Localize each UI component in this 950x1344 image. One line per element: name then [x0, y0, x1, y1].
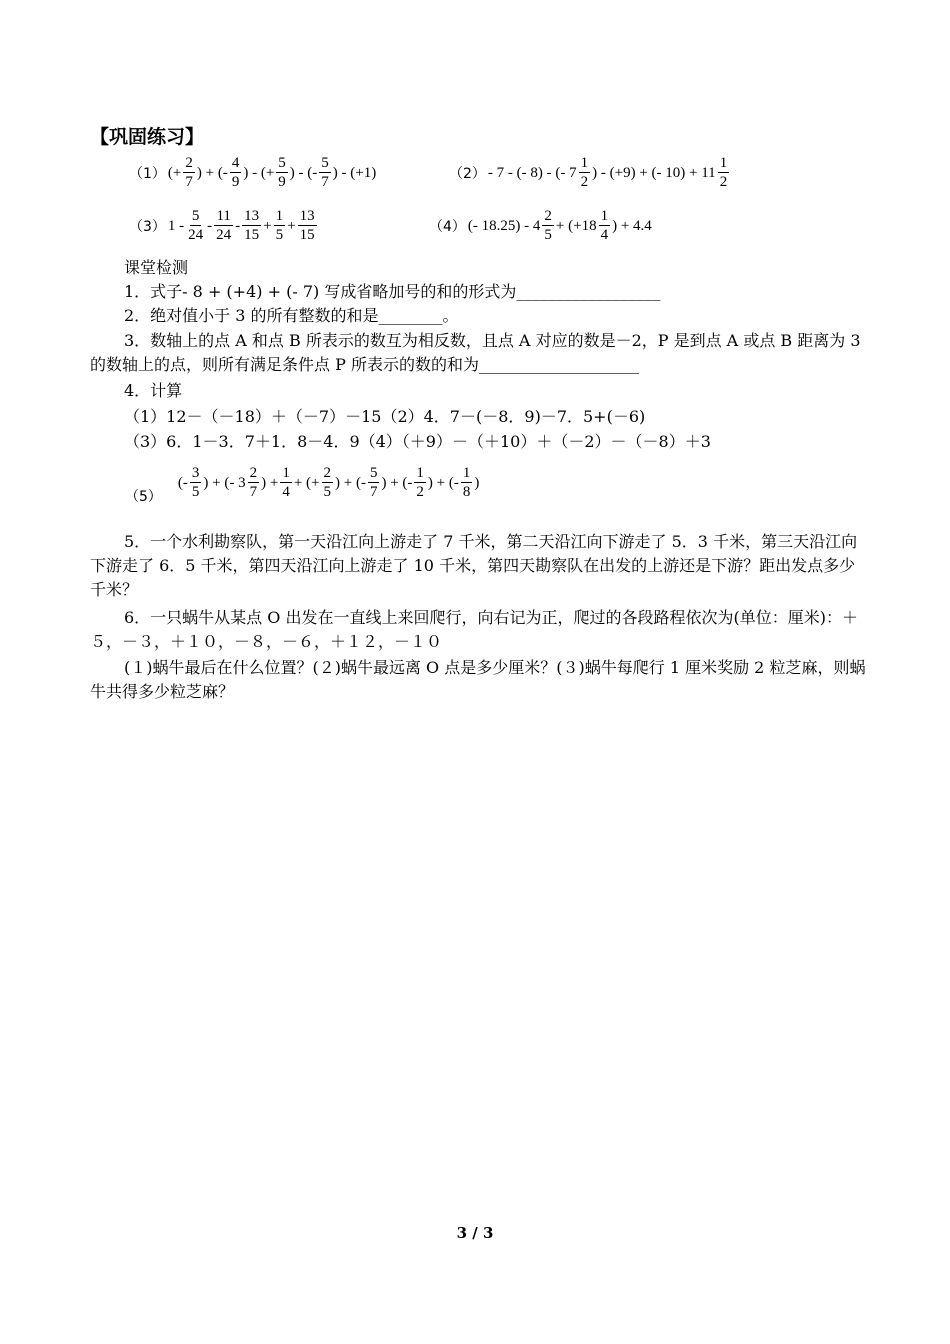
fraction: [276, 156, 288, 190]
question-4-line-2: （3）6．1－3．7＋1．8－4．9（4）（＋9）－（＋10）＋（－2）－（－8）＋3: [124, 432, 711, 451]
numerator: 4: [231, 155, 240, 171]
item-5-part: ) +: [261, 474, 279, 491]
numerator: 1: [580, 155, 589, 171]
fraction: [542, 209, 554, 243]
exercise-3-part: +: [287, 217, 296, 234]
item-5-part: ): [474, 474, 480, 491]
item-5-label: （5）: [125, 489, 162, 505]
numerator: 2: [544, 208, 552, 224]
fraction: [214, 209, 233, 243]
numerator: 13: [244, 208, 260, 224]
item-5-part: ) + (-: [335, 474, 366, 491]
exercise-2-part: ) - (+9) + (- 10) + 11: [592, 164, 716, 181]
section-heading: 【巩固练习】: [90, 126, 205, 148]
exercise-1: [128, 152, 377, 194]
numerator: 1: [600, 208, 609, 224]
exercise-1-part: ) - (-: [289, 164, 318, 181]
denominator: 15: [244, 227, 260, 243]
question-6: 6．一只蜗牛从某点 O 出发在一直线上来回爬行，向右记为正，爬过的各段路程依次为(单位：厘米)：＋５，－３，＋１０，－８，－６，＋１２，－１０: [90, 608, 858, 651]
numerator: 5: [278, 155, 286, 171]
exercise-1-part: ) - (+: [243, 164, 275, 181]
exercise-3-part: -: [235, 217, 241, 234]
fraction: [190, 466, 202, 500]
denominator: 5: [191, 484, 200, 500]
numerator: 1: [416, 465, 424, 481]
fraction: [186, 209, 205, 243]
fraction: [319, 156, 331, 190]
numerator: 3: [191, 465, 200, 481]
fraction: [579, 156, 591, 190]
denominator: 2: [416, 484, 424, 500]
exercise-3-part: 1 -: [167, 217, 185, 234]
question-3: 3．数轴上的点 A 和点 B 所表示的数互为相反数，且点 A 对应的数是－2，P 是到点 A 或点 B 距离为 3 的数轴上的点，则所有满足条件点 P 所表示的数的和为____________________: [90, 331, 861, 374]
denominator: 24: [216, 227, 232, 243]
numerator: 11: [216, 208, 231, 224]
exercise-3-part: -: [207, 217, 213, 234]
denominator: 7: [249, 484, 258, 500]
question-6-subparts: (１)蜗牛最后在什么位置？(２)蜗牛最远离 O 点是多少厘米？(３)蜗牛每爬行 1 厘米奖励 2 粒芝麻，则蜗牛共得多少粒芝麻？: [90, 658, 866, 701]
exercise-4-label: （4）: [429, 219, 466, 235]
exercise-1-part: (+: [167, 164, 182, 181]
denominator: 15: [299, 227, 315, 243]
fraction: [368, 466, 380, 500]
denominator: 7: [321, 174, 329, 190]
denominator: 4: [600, 227, 609, 243]
question-5: 5．一个水利勘察队，第一天沿江向上游走了 7 千米，第二天沿江向下游走了 5．3 千米，第三天沿江向下游走了 6．5 千米，第四天沿江向上游走了 10 千米，第四天勘察队在出发的上游还是下游？距出发点多少千米？: [90, 532, 858, 599]
denominator: 9: [278, 174, 286, 190]
numerator: 1: [282, 465, 290, 481]
denominator: 5: [323, 484, 332, 500]
denominator: 5: [544, 227, 552, 243]
denominator: 2: [719, 174, 728, 190]
fraction: [183, 156, 195, 190]
exercise-2: [448, 152, 730, 194]
section-title: 课堂检测: [124, 258, 189, 277]
exercise-4: [428, 205, 653, 247]
denominator: 5: [275, 227, 284, 243]
numerator: 2: [323, 465, 332, 481]
fraction: [230, 156, 242, 190]
exercise-4-part: + (+18: [555, 217, 597, 234]
denominator: 24: [188, 227, 204, 243]
fraction: [414, 466, 426, 500]
exercise-1-part: ) - (+1): [332, 164, 377, 181]
numerator: 13: [299, 208, 315, 224]
fraction: [248, 466, 260, 500]
question-4-title: 4．计算: [124, 381, 183, 400]
numerator: 5: [321, 155, 329, 171]
exercise-1-label: （1）: [129, 166, 166, 182]
item-5-part: ) + (- 3: [203, 474, 246, 491]
question-4-line-1: （1）12－（－18）＋（－7）－15（2）4．7－(－8．9)－7．5+(－6): [124, 407, 646, 426]
fraction: [322, 466, 334, 500]
numerator: 2: [185, 155, 193, 171]
fraction: [718, 156, 730, 190]
fraction: [274, 209, 286, 243]
item-5-part: ) + (-: [427, 474, 459, 491]
denominator: 2: [580, 174, 589, 190]
denominator: 9: [231, 174, 240, 190]
fraction: [280, 466, 292, 500]
exercise-4-part: (- 18.25) - 4: [467, 217, 541, 234]
exercise-3-label: （3）: [129, 219, 166, 235]
numerator: 5: [191, 208, 200, 224]
numerator: 1: [462, 465, 471, 481]
exercise-3-part: +: [263, 217, 272, 234]
denominator: 7: [369, 484, 378, 500]
fraction: [599, 209, 611, 243]
denominator: 4: [282, 484, 290, 500]
question-2: 2．绝对值小于 3 的所有整数的和是________。: [124, 306, 459, 325]
exercise-1-part: ) + (-: [196, 164, 228, 181]
question-1: 1．式子- 8 + (+4) + (- 7) 写成省略加号的和的形式为__________________: [124, 282, 661, 301]
fraction: [298, 209, 317, 243]
fraction: [242, 209, 261, 243]
denominator: 8: [462, 484, 471, 500]
numerator: 1: [275, 208, 284, 224]
question-4-item-5: [124, 458, 480, 508]
item-5-part: + (+: [293, 474, 320, 491]
page-number: 3 / 3: [456, 1224, 494, 1242]
fraction: [461, 466, 473, 500]
item-5-part: ) + (-: [381, 474, 413, 491]
exercise-2-label: （2）: [449, 166, 486, 182]
numerator: 2: [249, 465, 258, 481]
exercise-4-part: ) + 4.4: [612, 217, 652, 234]
denominator: 7: [185, 174, 193, 190]
numerator: 5: [369, 465, 378, 481]
exercise-3: [128, 205, 318, 247]
exercise-2-part: - 7 - (- 8) - (- 7: [487, 164, 577, 181]
item-5-part: (-: [177, 474, 188, 491]
numerator: 1: [719, 155, 728, 171]
